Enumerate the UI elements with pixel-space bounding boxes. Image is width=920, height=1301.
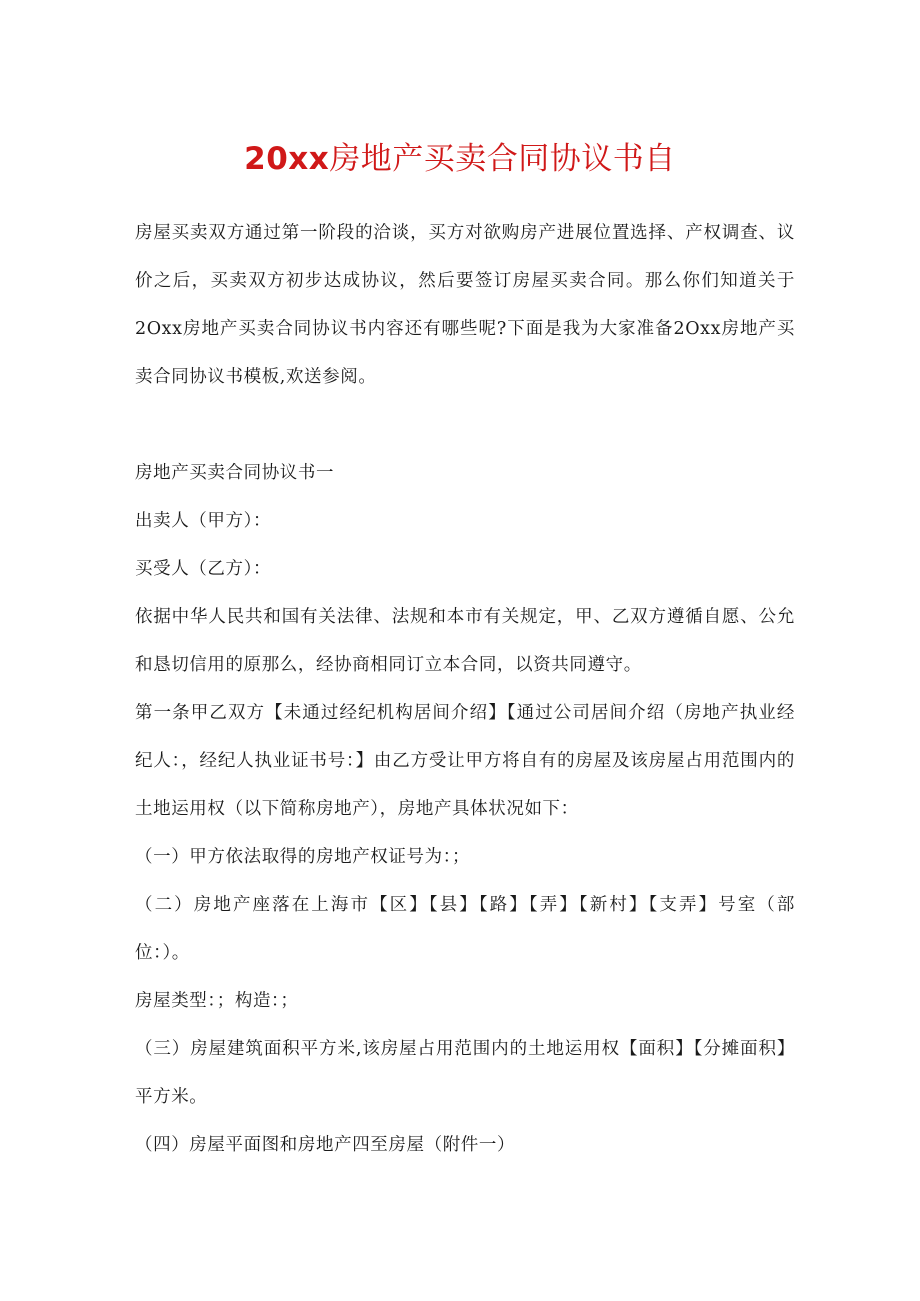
basis-paragraph: 依据中华人民共和国有关法律、法规和本市有关规定，甲、乙双方遵循自愿、公允和恳切信用的原那么，经协商相同订立本合同，以资共同遵守。: [135, 607, 795, 675]
title-text: 房地产买卖合同协议书自: [329, 141, 676, 177]
seller-line: 出卖人（甲方）：: [135, 511, 272, 531]
article-one: 第一条甲乙双方【未通过经纪机构居间介绍】【通过公司居间介绍（房地产执业经纪人：，经纪人执业证书号：】由乙方受让甲方将自有的房屋及该房屋占用范围内的土地运用权（以下简称房地产），房地产具体状况如下：: [135, 703, 795, 819]
document-body: [135, 209, 795, 1169]
paragraph-spacer: [135, 401, 795, 449]
house-type-line: 房屋类型：；构造：；: [135, 991, 299, 1011]
document-title: [0, 135, 920, 183]
item-one: （一）甲方依法取得的房地产权证号为：；: [135, 847, 471, 867]
intro-paragraph: 房屋买卖双方通过第一阶段的洽谈，买方对欲购房产进展位置选择、产权调查、议价之后，买卖双方初步达成协议，然后要签订房屋买卖合同。那么你们知道关于2Oxx房地产买卖合同协议书内容还有哪些呢?下面是我为大家准备2Oxx房地产买卖合同协议书模板,欢送参阅。: [135, 223, 795, 387]
item-three: （三）房屋建筑面积平方米,该房屋占用范围内的土地运用权【面积】【分摊面积】平方米。: [135, 1039, 795, 1107]
section-heading: 房地产买卖合同协议书一: [135, 463, 335, 483]
title-number: 20xx: [244, 141, 330, 177]
item-two: （二）房地产座落在上海市【区】【县】【路】【弄】【新村】【支弄】号室（部位：）。: [135, 895, 795, 963]
buyer-line: 买受人（乙方）：: [135, 559, 272, 579]
item-four: （四）房屋平面图和房地产四至房屋（附件一）: [135, 1135, 516, 1155]
